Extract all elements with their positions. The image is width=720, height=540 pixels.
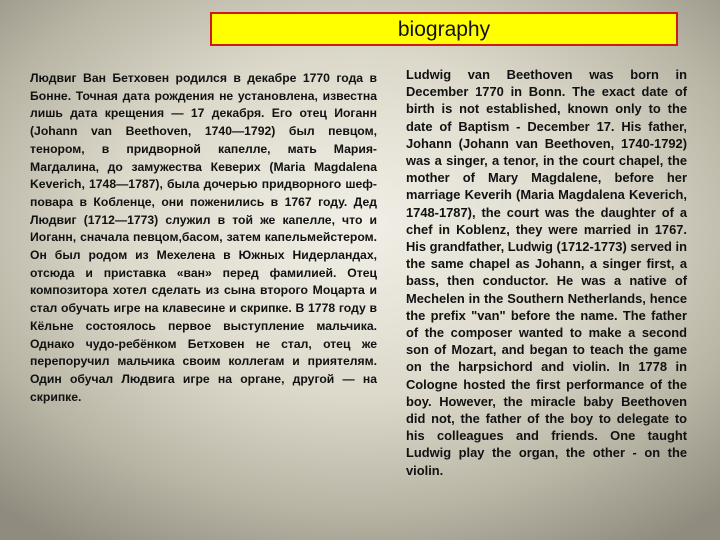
english-biography-text: Ludwig van Beethoven was born in December 1770 in Bonn. The exact date of birth is not established, known only to the date of Baptism - December 17. His father, Johann (Johann van Beethoven, 1740-1792) was a singer, a tenor, in the court chapel, the mother of Mary Magdalene, before her marriage Keverih (Maria Magdalena Keverich, 1748-1787), the court was the daughter of a chef in Koblenz, they were married in 1767. His grandfather, Ludwig (1712-1773) served in the same chapel as Johann, a singer first, a bass, then conductor. He was a native of Mechelen in the Southern Netherlands, hence the prefix "van" before the name. The father of the composer wanted to make a second son of Mozart, and began to teach the game on the harpsichord and violin. In 1778 in Cologne hosted the first performance of the boy. However, the miracle baby Beethoven did not, the father of the boy to delegate to his colleagues and friends. One taught Ludwig play the organ, the other - on the violin. [406,67,687,478]
slide-title: biography [397,17,491,41]
title-box [210,12,678,46]
russian-biography-text: Людвиг Ван Бетховен родился в декабре 1770 года в Бонне. Точная дата рождения не установлена, известна лишь дата крещения — 17 декабря. Его отец Иоганн (Johann van Beethoven, 1740—1792) был певцом, тенором, в придворной капелле, мать Мария-Магдалина, до замужества Кеверих (Maria Magdalena Keverich, 1748—1787), была дочерью придворного шеф-повара в Кобленце, они поженились в 1767 году. Дед Людвиг (1712—1773) служил в той же капелле, что и Иоганн, сначала певцом,басом, затем капельмейстером. Он был родом из Мехелена в Южных Нидерландах, отсюда и приставка «ван» перед фамилией. Отец композитора хотел сделать из сына второго Моцарта и стал обучать игре на клавесине и скрипке. В 1778 году в Кёльне состоялось первое выступление мальчика. Однако чудо-ребёнком Бетховен не стал, отец же перепоручил мальчика своим коллегам и приятелям. Один обучал Людвига игре на органе, другой — на скрипке. [30,71,377,404]
